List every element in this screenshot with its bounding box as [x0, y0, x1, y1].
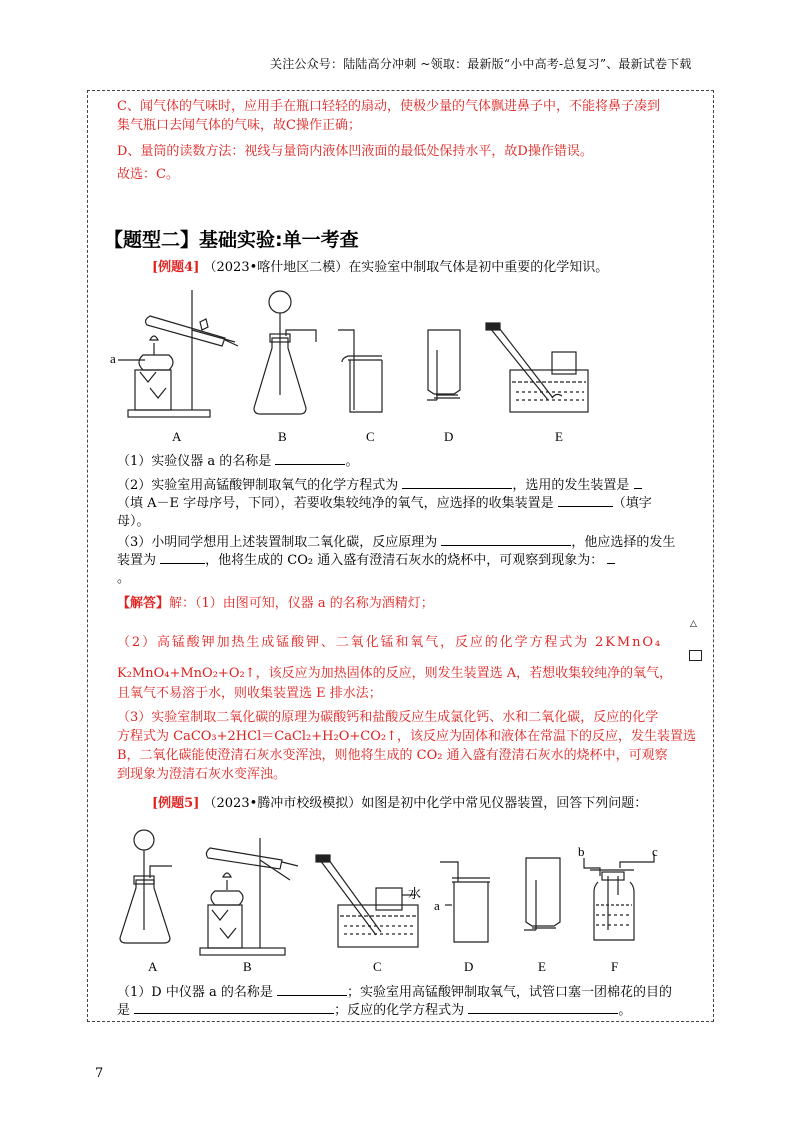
ex4-figure-e [486, 323, 588, 412]
ex4-q3-text-d: ，他将生成的 CO₂ 通入盛有澄清石灰水的烧杯中，可观察到现象为： [205, 553, 604, 568]
prev-c-line1: C、闻气体的气味时，应用手在瓶口轻轻的扇动，使极少量的气体飘进鼻子中，不能将鼻子凑到 [117, 99, 660, 114]
ex5-intro [152, 794, 647, 814]
sol4-tag: 【解答】 [117, 596, 170, 611]
ex4-q1-end: 。 [345, 454, 359, 469]
prev-d-line: D、量筒的读数方法：视线与量筒内液体凹液面的最低处保持水平，故D操作错误。 [117, 144, 593, 159]
ex4-fig-label-b: B [278, 429, 287, 444]
ex4-q2-text-b: ，选用的发生装置是 [512, 478, 630, 493]
sol4-equation-arrow [689, 650, 702, 661]
section-title: 【题型二】基础实验:单一考查 [104, 229, 359, 251]
ex4-q3-text-b: ，他应选择的发生 [571, 535, 676, 550]
ex4-q2-text-d: （填字 [612, 496, 652, 511]
page-header: 关注公众号：陆陆高分冲刺 ~领取：最新版“小中高考-总复习”、最新试卷下载 [270, 57, 692, 71]
ex4-figure-c [338, 330, 382, 412]
ex4-q3-line2 [117, 551, 615, 571]
ex4-q3-text-c: 装置为 [117, 553, 157, 568]
ex5-q1-text-e: 。 [618, 1003, 632, 1018]
ex5-q1-text-d: ；反应的化学方程式为 [334, 1003, 465, 1018]
page-number: 7 [95, 1066, 104, 1081]
ex4-q2-line3: 母）。 [117, 514, 150, 529]
ex5-q1-text-c: 是 [117, 1003, 131, 1018]
ex5-figure-f [584, 854, 654, 940]
ex4-figure-d [427, 330, 460, 400]
sol4-line3: K₂MnO₄+MnO₂+O₂↑，该反应为加热固体的反应，则发生装置选 A，若想收集较纯净的氧气， [117, 666, 673, 681]
sol4-text1: 解：（1）由图可知，仪器 a 的名称为酒精灯； [169, 596, 434, 611]
ex4-q3-line3: 。 [117, 571, 131, 586]
ex4-q2-blank-generator[interactable] [634, 476, 642, 489]
ex5-label-a-instrument: a [434, 898, 440, 913]
ex5-figure-d [440, 862, 490, 942]
ex4-figure-a [118, 290, 238, 417]
ex5-fig-label-e: E [538, 959, 546, 974]
ex5-label-water: 水 [408, 886, 422, 901]
sol4-line2: （2）高锰酸钾加热生成锰酸钾、二氧化锰和氧气，反应的化学方程式为 2KMnO₄ [117, 635, 663, 650]
ex4-q2-text-c: （填 A－E 字母序号，下同），若要收集较纯净的氧气，应选择的收集装置是 [117, 496, 554, 511]
ex5-q1-line1 [117, 983, 672, 1003]
ex4-label-a-instrument: a [110, 351, 116, 366]
ex5-figure-e [524, 858, 560, 930]
sol4-line4: 且氧气不易溶于水，则收集装置选 E 排水法； [117, 686, 382, 701]
ex5-intro-text: （2023•腾冲市校级模拟）如图是初中化学中常见仪器装置，回答下列问题： [203, 796, 648, 811]
ex4-q2-blank-collector[interactable] [558, 494, 613, 507]
prev-c-line2: 集气瓶口去闻气体的气味，故C操作正确； [117, 118, 361, 133]
ex4-q2-blank-equation[interactable] [402, 476, 512, 489]
ex5-q1-text-a: （1）D 中仪器 a 的名称是 [117, 985, 273, 1000]
ex4-q2-line1 [117, 476, 642, 496]
ex5-q1-blank-equation[interactable] [468, 1001, 618, 1014]
ex4-fig-label-c: C [366, 429, 375, 444]
ex5-figure-b [200, 838, 298, 955]
ex4-tag: [例题4] [152, 260, 200, 275]
ex4-q3-line1 [117, 533, 675, 553]
ex5-fig-label-c: C [373, 959, 382, 974]
ex5-figure-c [316, 855, 418, 947]
ex5-q1-line2 [117, 1001, 631, 1021]
ex5-fig-label-b: B [243, 959, 252, 974]
ex4-figure-b [254, 291, 316, 414]
ex4-intro-text: （2023•喀什地区二模）在实验室中制取气体是初中重要的化学知识。 [203, 260, 609, 275]
ex4-q3-blank-principle[interactable] [441, 533, 571, 546]
ex4-q3-text-a: （3）小明同学想用上述装置制取二氧化碳，反应原理为 [117, 535, 438, 550]
ex4-fig-label-d: D [444, 429, 454, 444]
ex4-fig-label-a: A [172, 429, 182, 444]
sol4-line8: 到现象为澄清石灰水变浑浊。 [117, 767, 287, 782]
ex5-tag: [例题5] [152, 796, 200, 811]
ex5-fig-label-f: F [611, 959, 619, 974]
sol4-line5: （3）实验室制取二氧化碳的原理为碳酸钙和盐酸反应生成氯化钙、水和二氧化碳，反应的化学 [117, 710, 659, 725]
ex4-fig-label-e: E [555, 429, 563, 444]
prev-answer: 故选：C。 [117, 167, 179, 182]
ex4-q1 [117, 452, 358, 472]
ex4-q3-blank-device[interactable] [160, 551, 205, 564]
sol4-line6: 方程式为 CaCO₃+2HCl＝CaCl₂+H₂O+CO₂↑，该反应为固体和液体在常温下的反应，发生装置选 [117, 729, 696, 744]
ex4-q3-blank-phenomenon[interactable] [607, 551, 615, 564]
ex5-label-b: b [578, 844, 585, 859]
ex5-q1-blank-purpose[interactable] [134, 1001, 334, 1014]
ex5-fig-label-d: D [464, 959, 474, 974]
ex4-q2-text-a: （2）实验室用高锰酸钾制取氧气的化学方程式为 [117, 478, 399, 493]
ex4-q2-line2 [117, 494, 652, 514]
ex5-q1-blank-name[interactable] [277, 983, 347, 996]
sol4-line7: B，二氧化碳能使澄清石灰水变浑浊，则他将生成的 CO₂ 通入盛有澄清石灰水的烧杯中，可观察 [117, 748, 668, 763]
sol4-heat-symbol: △ [690, 619, 697, 629]
ex5-figure-a [120, 830, 172, 943]
ex5-q1-text-b: ；实验室用高锰酸钾制取氧气，试管口塞一团棉花的目的 [346, 985, 672, 1000]
ex4-q1-text: （1）实验仪器 a 的名称是 [117, 454, 272, 469]
ex4-q1-blank[interactable] [275, 452, 345, 465]
sol4-line1 [117, 594, 434, 614]
ex5-fig-label-a: A [148, 959, 158, 974]
ex5-label-c: c [652, 844, 658, 859]
